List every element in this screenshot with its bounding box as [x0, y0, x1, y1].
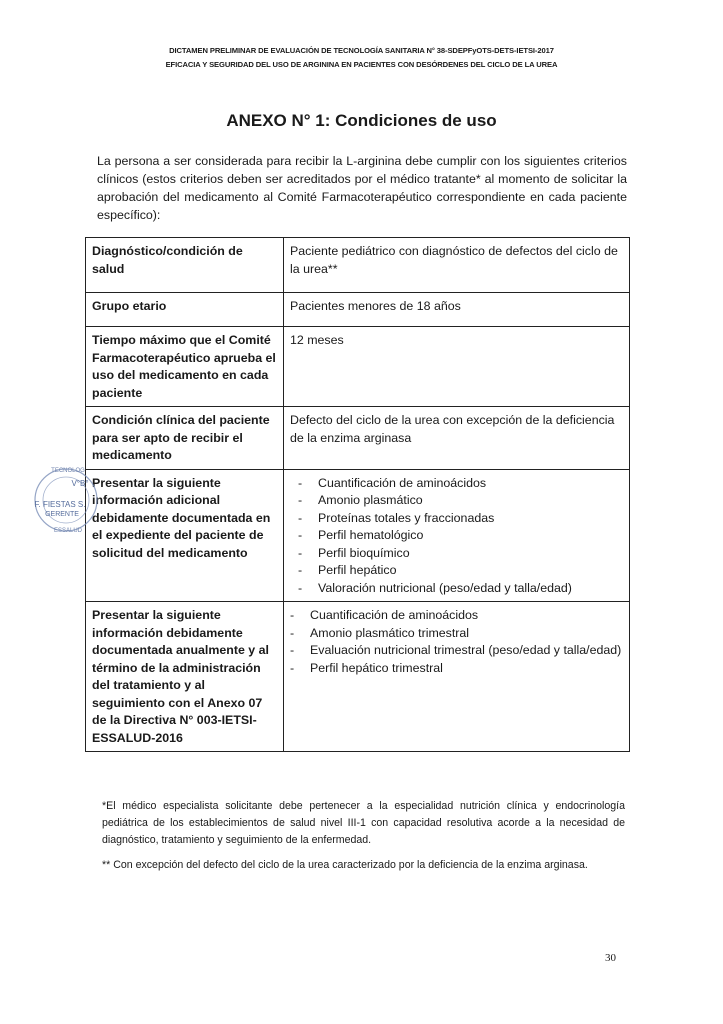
row-label-annual-info: Presentar la siguiente información debidamente documentada anualmente y al término de la administración del tratamiento y al seguimiento con el Anexo 07 de la Directiva N° 003-IETSI-ESSALUD-2016	[86, 602, 284, 752]
list-item: - Amonio plasmático trimestral	[290, 625, 623, 643]
page-title: ANEXO N° 1: Condiciones de uso	[226, 111, 497, 130]
row-label-diagnosis: Diagnóstico/condición de salud	[86, 238, 284, 293]
row-value-diagnosis: Paciente pediátrico con diagnóstico de defectos del ciclo de la urea**	[284, 238, 630, 293]
table-row	[86, 407, 630, 470]
row-value-max-time: 12 meses	[284, 327, 630, 407]
annual-info-list	[290, 607, 623, 677]
additional-info-list	[290, 475, 623, 598]
list-item: - Valoración nutricional (peso/edad y talla/edad)	[290, 580, 623, 598]
row-label-additional-info: Presentar la siguiente información adicional debidamente documentada en el expediente del paciente de solicitud del medicamento	[86, 469, 284, 602]
list-item: - Evaluación nutricional trimestral (peso/edad y talla/edad)	[290, 642, 623, 660]
table-row	[86, 469, 630, 602]
footnotes	[102, 798, 625, 882]
row-value-additional-info	[284, 469, 630, 602]
list-item: - Perfil hepático	[290, 562, 623, 580]
list-item: - Amonio plasmático	[290, 492, 623, 510]
list-item: - Perfil hepático trimestral	[290, 660, 623, 678]
list-item: - Perfil bioquímico	[290, 545, 623, 563]
stamp-vb: V°B°	[71, 479, 89, 488]
conditions-table	[85, 237, 630, 752]
row-label-max-time: Tiempo máximo que el Comité Farmacoterapéutico aprueba el uso del medicamento en cada paciente	[86, 327, 284, 407]
list-item: - Proteínas totales y fraccionadas	[290, 510, 623, 528]
footnote-specialist: *El médico especialista solicitante debe pertenecer a la especialidad nutrición clínica y endocrinología pediátrica de los establecimientos de salud nivel III-1 con capacidad resolutiva acorde a la necesidad de diagnóstico, tratamiento y seguimiento de la enfermedad.	[102, 800, 625, 846]
footnote-arginase: ** Con excepción del defecto del ciclo de la urea caracterizado por la deficiencia de la enzima arginasa.	[102, 859, 588, 871]
table-row	[86, 293, 630, 327]
stamp-top-text: TECNOLOG	[51, 468, 85, 474]
table-row	[86, 327, 630, 407]
table-row	[86, 602, 630, 752]
page-number: 30	[605, 952, 616, 964]
header-line-2: EFICACIA Y SEGURIDAD DEL USO DE ARGININA EN PACIENTES CON DESÓRDENES DEL CICLO DE LA UREA	[165, 60, 558, 69]
row-label-clinical-condition: Condición clínica del paciente para ser apto de recibir el medicamento	[86, 407, 284, 470]
row-label-age-group: Grupo etario	[86, 293, 284, 327]
list-item: - Cuantificación de aminoácidos	[290, 607, 623, 625]
stamp-bottom-text: ESSALUD	[53, 528, 83, 534]
table-row	[86, 238, 630, 293]
list-item: - Cuantificación de aminoácidos	[290, 475, 623, 493]
approval-stamp-icon	[28, 456, 100, 544]
row-value-annual-info	[284, 602, 630, 752]
row-value-age-group: Pacientes menores de 18 años	[284, 293, 630, 327]
stamp-role: GERENTE	[45, 511, 79, 518]
stamp-name: F. FIESTAS S.	[34, 500, 86, 509]
list-item: - Perfil hematológico	[290, 527, 623, 545]
document-header	[0, 44, 723, 72]
intro-paragraph: La persona a ser considerada para recibir la L-arginina debe cumplir con los siguientes criterios clínicos (estos criterios deben ser acreditados por el médico tratante* al momento de solicitar la aprobación del medicamento al Comité Farmacoterapéutico correspondiente en cada paciente específico):	[97, 154, 627, 222]
row-value-clinical-condition: Defecto del ciclo de la urea con excepción de la deficiencia de la enzima arginasa	[284, 407, 630, 470]
header-line-1: DICTAMEN PRELIMINAR DE EVALUACIÓN DE TECNOLOGÍA SANITARIA N° 38-SDEPFyOTS-DETS-IETSI-2017	[169, 46, 554, 55]
